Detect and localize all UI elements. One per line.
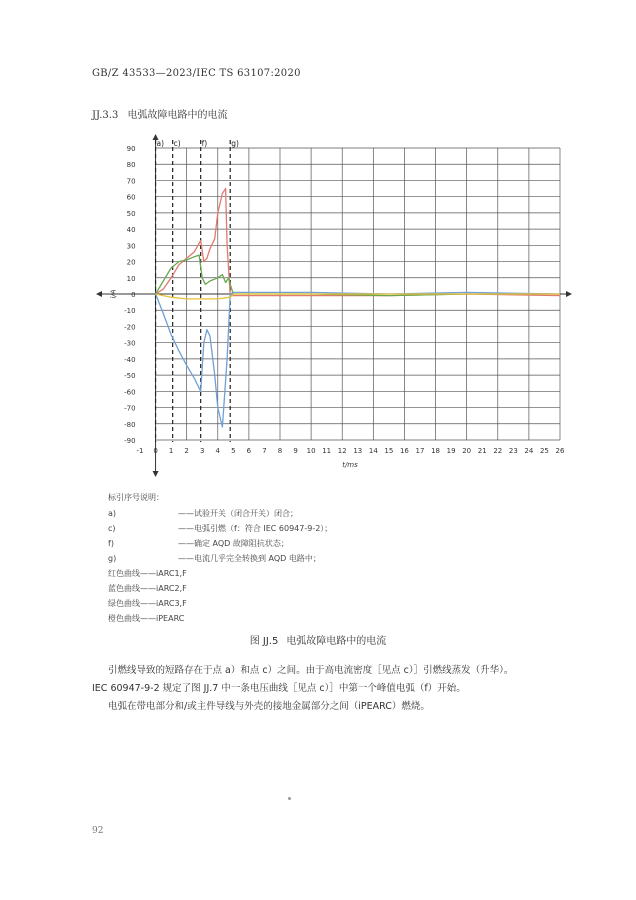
page-number: 92 xyxy=(92,826,104,836)
x-tick-label: 24 xyxy=(524,447,534,455)
y-tick-label: 60 xyxy=(126,193,136,202)
x-tick-label: 22 xyxy=(493,447,503,455)
y-tick-label: 30 xyxy=(126,242,136,251)
y-tick-label: 90 xyxy=(126,145,136,153)
event-marker-label: a) xyxy=(156,139,165,148)
curve-text: iARC2,F xyxy=(156,584,187,593)
y-tick-label: -40 xyxy=(124,355,136,364)
body-paragraph: 引燃线导致的短路存在于点 a）和点 c）之间。由于高电流密度［见点 c）］引燃线蒸发（升华）。 xyxy=(108,665,514,676)
series-line xyxy=(156,255,560,296)
legend-text: ——电弧引燃（f：符合 IEC 60947-9-2）； xyxy=(178,524,333,533)
legend-title: 标引序号说明： xyxy=(108,493,164,502)
legend-item xyxy=(108,523,332,534)
y-tick-label: 80 xyxy=(126,161,136,170)
curve-key: 绿色曲线—— xyxy=(108,599,156,608)
y-tick-label: 20 xyxy=(126,258,136,267)
curve-text: iARC1,F xyxy=(156,569,187,578)
event-marker-label: c) xyxy=(173,139,181,148)
y-tick-label: -20 xyxy=(124,323,136,332)
x-tick-label: 9 xyxy=(293,447,298,455)
x-tick-label: 26 xyxy=(555,447,565,455)
curve-text: iARC3,F xyxy=(156,599,187,608)
curve-key: 蓝色曲线—— xyxy=(108,584,156,593)
curve-key: 橙色曲线—— xyxy=(108,614,156,623)
y-tick-label: 50 xyxy=(126,209,136,218)
curve-legend-item xyxy=(108,568,187,579)
body-paragraph: 电弧在带电部分和/或主件导线与外壳的接地金属部分之间（iPEARC）燃烧。 xyxy=(108,701,430,712)
y-tick-label: -90 xyxy=(124,437,136,445)
x-axis-label: t/ms xyxy=(342,461,358,469)
x-tick-label: 5 xyxy=(231,447,236,455)
figure-number: 图 JJ.5 xyxy=(249,636,279,647)
y-tick-label: 10 xyxy=(126,274,136,283)
event-marker-label: f) xyxy=(201,139,208,148)
series-line xyxy=(156,292,560,427)
x-tick-label: 11 xyxy=(322,447,332,455)
x-tick-label: 25 xyxy=(539,447,549,455)
x-tick-label: 10 xyxy=(306,447,316,455)
x-tick-label: 12 xyxy=(337,447,347,455)
y-tick-label: -10 xyxy=(124,307,136,316)
figure-title: 电弧故障电路中的电流 xyxy=(286,636,387,647)
x-tick-label: 18 xyxy=(431,447,441,455)
standard-code: GB/Z 43533—2023/IEC TS 63107:2020 xyxy=(92,68,301,79)
legend-item xyxy=(108,538,289,549)
curve-key: 红色曲线—— xyxy=(108,569,156,578)
x-tick-label: 16 xyxy=(399,447,409,455)
section-title: 电弧故障电路中的电流 xyxy=(127,110,228,121)
y-tick-label: 40 xyxy=(126,226,136,235)
x-tick-label: 17 xyxy=(415,447,425,455)
scan-speck xyxy=(288,797,291,800)
x-tick-label: 7 xyxy=(262,447,267,455)
x-tick-label: -1 xyxy=(136,447,144,455)
x-tick-label: 3 xyxy=(199,447,205,455)
section-number: JJ.3.3 xyxy=(92,110,119,121)
y-tick-label: 70 xyxy=(126,177,136,186)
x-tick-label: 1 xyxy=(168,447,174,455)
legend-text: ——电流几乎完全转换到 AQD 电路中； xyxy=(178,554,321,563)
legend-key: g) xyxy=(108,554,117,563)
y-tick-label: 0 xyxy=(131,291,136,299)
x-tick-label: 4 xyxy=(215,447,221,455)
x-axis-arrow-right xyxy=(566,291,572,297)
legend-item xyxy=(108,553,321,564)
legend-text: ——确定 AQD 故障阻抗状态； xyxy=(178,539,289,548)
curve-legend-item xyxy=(108,598,187,609)
x-tick-label: 20 xyxy=(462,447,472,455)
x-tick-label: 6 xyxy=(246,447,252,455)
x-tick-label: 23 xyxy=(508,447,518,455)
y-axis-label: i/A xyxy=(109,289,118,299)
y-tick-label: -30 xyxy=(124,339,136,348)
legend-item xyxy=(108,508,298,519)
event-marker-label: g) xyxy=(231,139,239,148)
y-axis-arrow-down xyxy=(153,471,159,477)
legend-text: ——试验开关（闭合开关）闭合； xyxy=(178,509,298,518)
curve-legend-item xyxy=(108,583,187,594)
x-tick-label: 2 xyxy=(184,447,189,455)
x-tick-label: 8 xyxy=(277,447,283,455)
y-tick-label: -50 xyxy=(124,372,136,381)
y-tick-label: -70 xyxy=(124,404,136,413)
x-tick-label: 13 xyxy=(353,447,363,455)
x-tick-label: 15 xyxy=(384,447,394,455)
x-axis-arrow-left xyxy=(96,291,102,297)
x-tick-label: 19 xyxy=(446,447,456,455)
x-tick-label: 0 xyxy=(153,447,158,455)
body-paragraph: IEC 60947-9-2 规定了图 JJ.7 中一条电压曲线［见点 c）］中第一个峰值电弧（f）开始。 xyxy=(92,683,466,694)
x-tick-label: 14 xyxy=(368,447,378,455)
legend-key: c) xyxy=(108,524,116,533)
legend-key: f) xyxy=(108,539,114,548)
x-tick-label: 21 xyxy=(477,447,487,455)
curve-text: iPEARC xyxy=(156,614,185,623)
legend-key: a) xyxy=(108,509,117,518)
y-tick-label: -60 xyxy=(124,388,136,397)
series-line xyxy=(156,189,560,296)
curve-legend-item xyxy=(108,613,184,624)
figure-caption xyxy=(0,632,636,647)
y-tick-label: -80 xyxy=(124,420,136,429)
